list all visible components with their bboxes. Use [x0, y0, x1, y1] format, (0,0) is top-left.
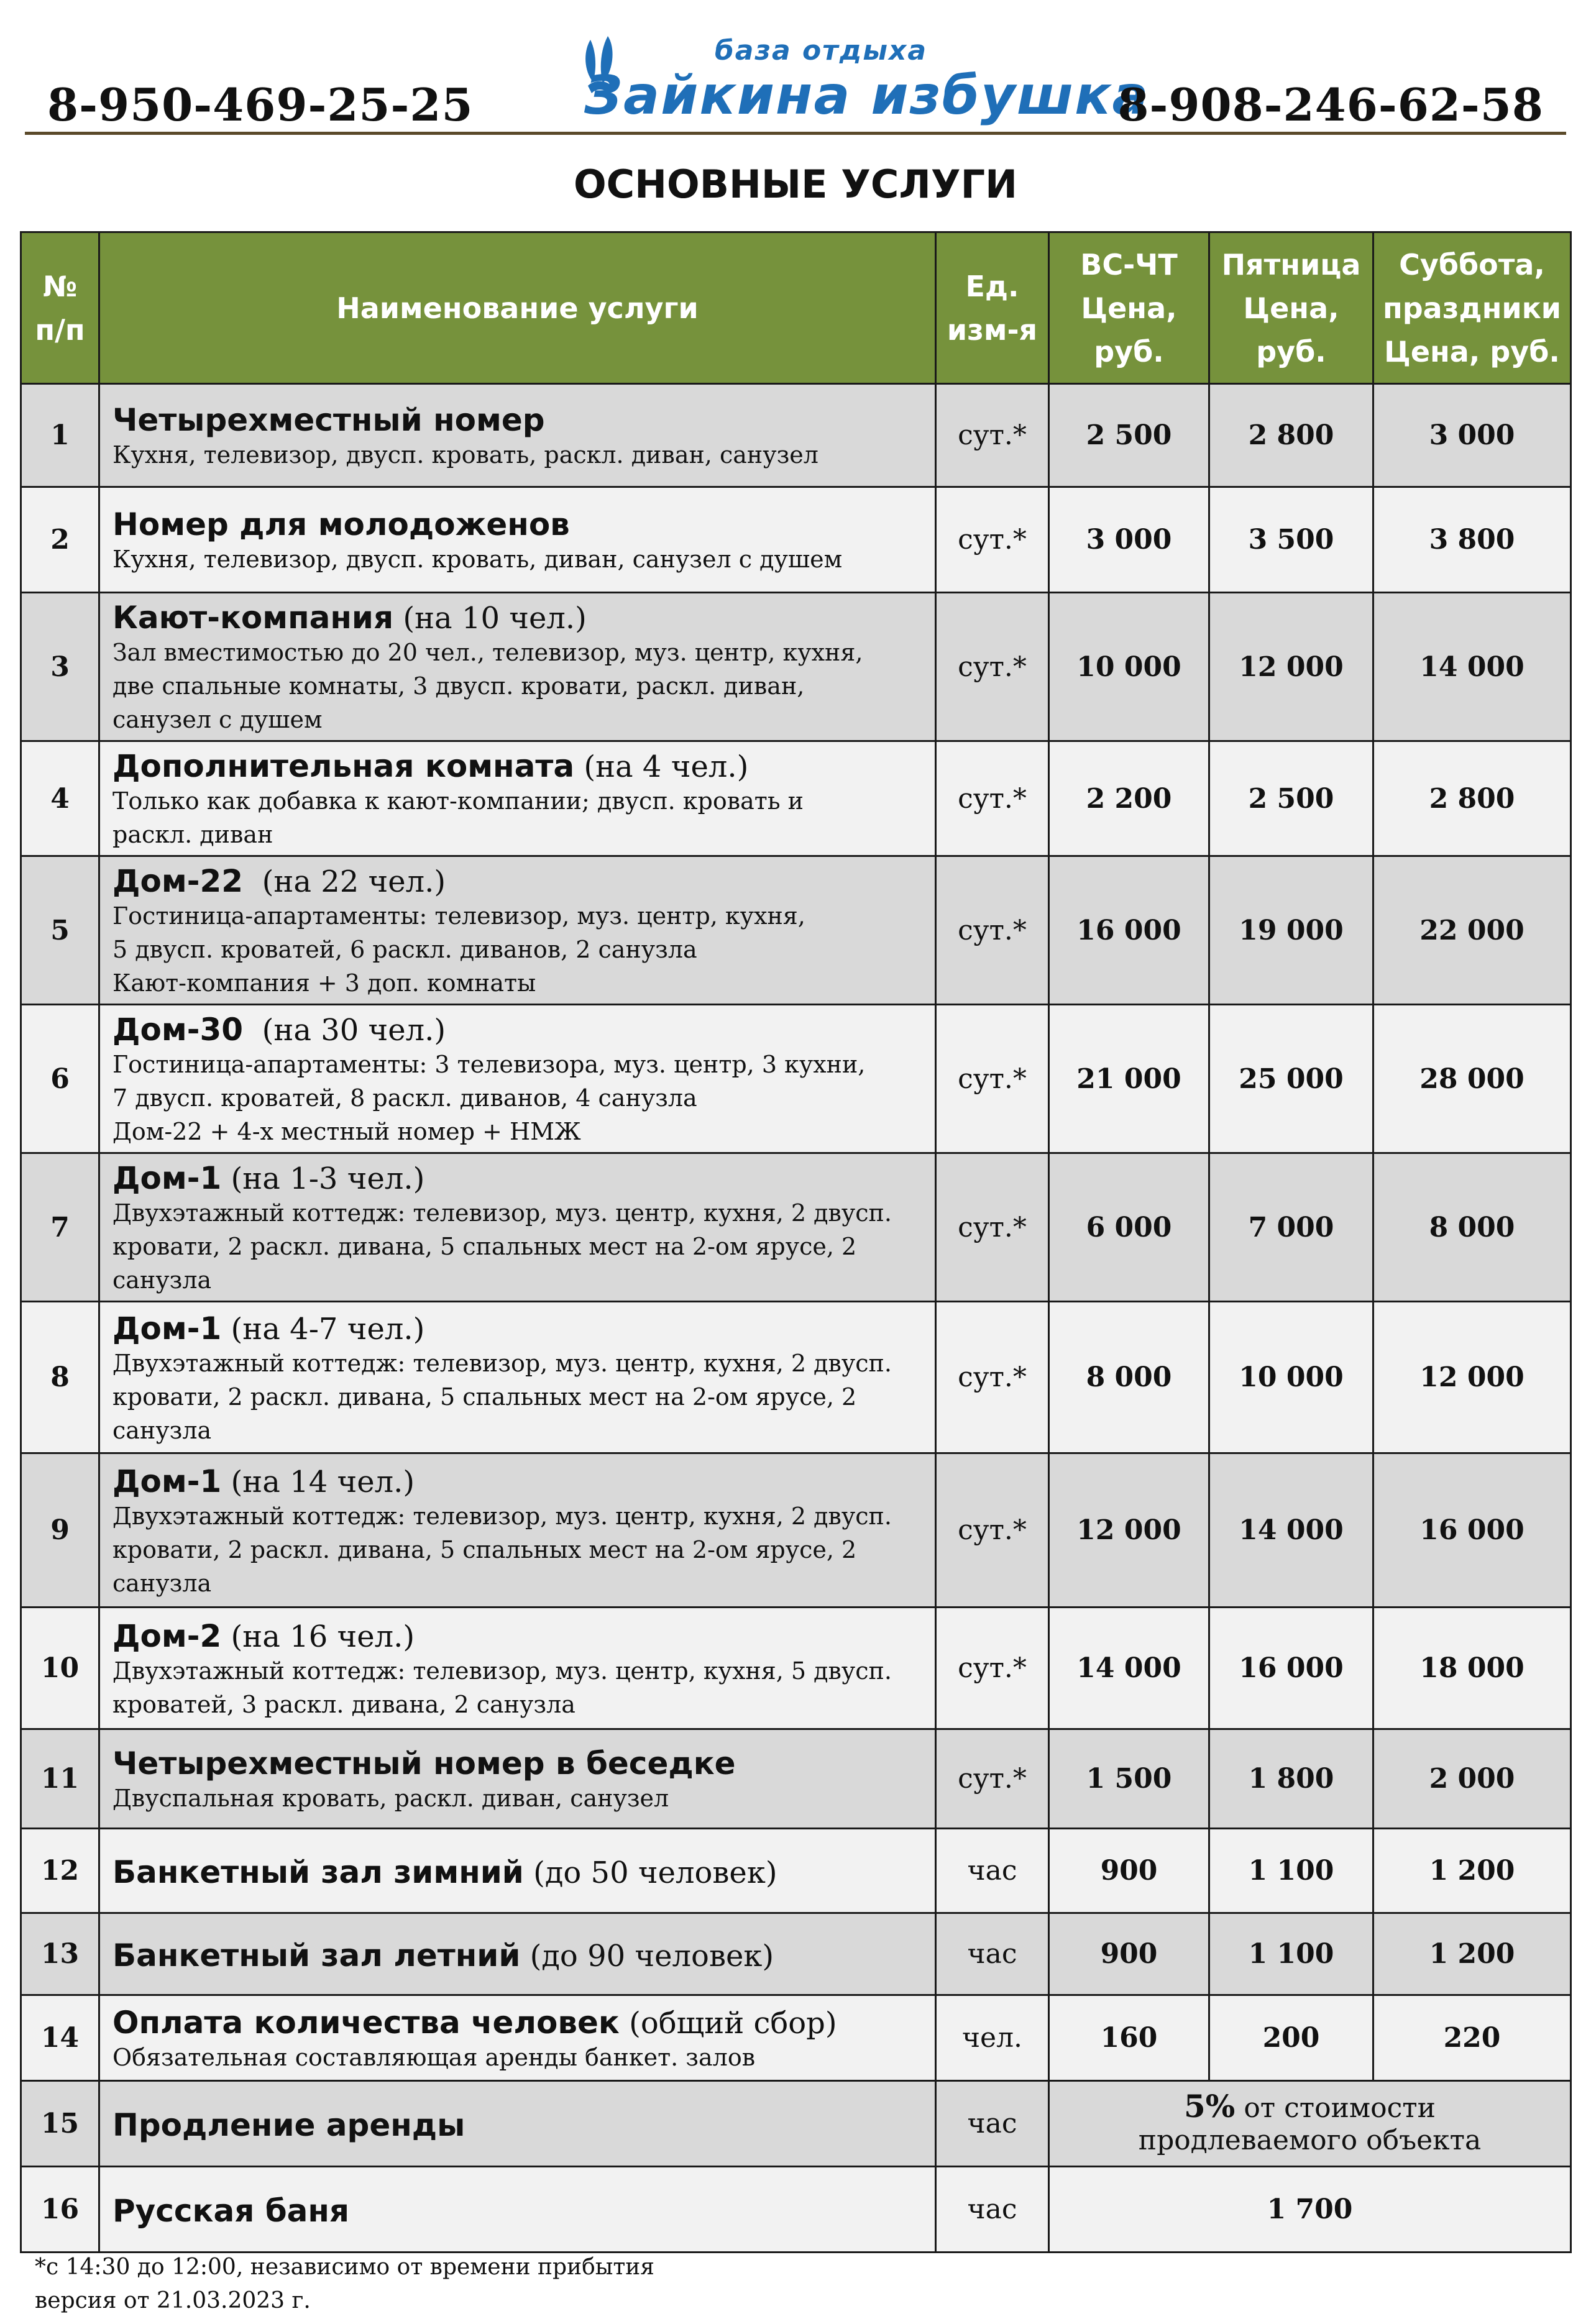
row-number: 14 [21, 1995, 99, 2081]
service-capacity: (на 14 чел.) [221, 1464, 415, 1499]
services-table [20, 231, 1572, 2253]
table-row [21, 1913, 1571, 1995]
price-cell-p2: 19 000 [1209, 856, 1373, 1005]
service-name: Дополнительная комната [112, 748, 575, 784]
unit-cell: час [936, 2167, 1049, 2253]
unit-cell: час [936, 1913, 1049, 1995]
service-capacity: (на 4 чел.) [574, 749, 749, 784]
service-cell [99, 1153, 936, 1302]
service-description-line: 7 двусп. кроватей, 8 раскл. диванов, 4 санузла [112, 1084, 697, 1112]
service-capacity: (на 16 чел.) [221, 1619, 415, 1654]
table-header-row [21, 232, 1571, 384]
row-number: 13 [21, 1913, 99, 1995]
service-name: Дом-1 [112, 1310, 222, 1347]
price-cell-p1: 900 [1049, 1913, 1209, 1995]
table-row [21, 1302, 1571, 1453]
service-name: Оплата количества человек [112, 2004, 620, 2041]
service-capacity: (до 50 человек) [523, 1855, 777, 1890]
service-description-line: две спальные комнаты, 3 двусп. кровати, раскл. диван, [112, 672, 805, 700]
extension-percent: 5% [1184, 2088, 1236, 2125]
service-capacity: (общий сбор) [619, 2005, 837, 2041]
price-cell-p1: 12 000 [1049, 1453, 1209, 1608]
table-row [21, 487, 1571, 593]
unit-cell: сут.* [936, 384, 1049, 487]
service-description-line: Гостиница-апартаменты: 3 телевизора, муз. центр, 3 кухни, [112, 1051, 866, 1078]
service-description-line: Обязательная составляющая аренды банкет. залов [112, 2043, 756, 2071]
price-cell-p3: 28 000 [1373, 1005, 1571, 1153]
service-cell [99, 593, 936, 741]
service-capacity: (на 30 чел.) [243, 1013, 446, 1048]
price-cell-p1: 14 000 [1049, 1608, 1209, 1729]
price-cell-p1: 8 000 [1049, 1302, 1209, 1453]
service-description-line: Кухня, телевизор, двусп. кровать, раскл. диван, санузел [112, 441, 818, 469]
service-description-line: Двухэтажный коттедж: телевизор, муз. центр, кухня, 2 двусп. [112, 1199, 892, 1227]
price-cell-p3: 14 000 [1373, 593, 1571, 741]
row-number: 3 [21, 593, 99, 741]
unit-cell: сут.* [936, 593, 1049, 741]
logo-title: Зайкина избушка [584, 65, 1150, 127]
service-cell [99, 1453, 936, 1608]
service-name: Банкетный зал летний [112, 1937, 521, 1974]
phone-right[interactable]: 8-908-246-62-58 [1117, 78, 1544, 131]
row-number: 1 [21, 384, 99, 487]
unit-cell: сут.* [936, 856, 1049, 1005]
col-header-price-weekday: ВС-ЧТ Цена, руб. [1049, 232, 1209, 384]
unit-cell: сут.* [936, 741, 1049, 856]
price-cell-p1: 2 500 [1049, 384, 1209, 487]
table-row [21, 2081, 1571, 2167]
unit-cell: сут.* [936, 1608, 1049, 1729]
price-cell-p2: 14 000 [1209, 1453, 1373, 1608]
service-cell [99, 487, 936, 593]
service-name: Дом-2 [112, 1617, 222, 1654]
service-name: Русская баня [112, 2192, 350, 2229]
service-description-line: кровати, 2 раскл. дивана, 5 спальных мест на 2-ом ярусе, 2 [112, 1233, 857, 1260]
table-body [21, 384, 1571, 2253]
row-number: 15 [21, 2081, 99, 2167]
price-cell-p2: 1 100 [1209, 1829, 1373, 1913]
table-row [21, 2167, 1571, 2253]
service-description-line: Зал вместимостью до 20 чел., телевизор, муз. центр, кухня, [112, 639, 863, 666]
header-divider [25, 132, 1566, 135]
unit-cell: чел. [936, 1995, 1049, 2081]
service-capacity: (до 90 человек) [520, 1938, 774, 1974]
service-description-line: Кухня, телевизор, двусп. кровать, диван, санузел с душем [112, 545, 843, 573]
table-row [21, 1995, 1571, 2081]
service-capacity: (на 22 чел.) [243, 864, 446, 899]
service-description-line: Двухэтажный коттедж: телевизор, муз. центр, кухня, 2 двусп. [112, 1349, 892, 1377]
service-name: Дом-1 [112, 1160, 222, 1196]
price-cell-p2: 16 000 [1209, 1608, 1373, 1729]
row-number: 6 [21, 1005, 99, 1153]
price-cell-p1: 1 500 [1049, 1729, 1209, 1829]
price-cell-p3: 12 000 [1373, 1302, 1571, 1453]
price-cell-p3: 3 000 [1373, 384, 1571, 487]
service-name: Четырехместный номер [112, 401, 545, 438]
service-description-line: Гостиница-апартаменты: телевизор, муз. центр, кухня, [112, 902, 805, 930]
price-cell-p1: 2 200 [1049, 741, 1209, 856]
table-row [21, 384, 1571, 487]
row-number: 2 [21, 487, 99, 593]
extension-price-cell [1049, 2081, 1571, 2167]
price-cell-p3: 16 000 [1373, 1453, 1571, 1608]
service-cell [99, 1302, 936, 1453]
col-header-num: № п/п [21, 232, 99, 384]
price-cell-p3: 1 200 [1373, 1829, 1571, 1913]
service-cell [99, 2167, 936, 2253]
table-row [21, 1453, 1571, 1608]
table-row [21, 1153, 1571, 1302]
service-name: Дом-22 [112, 863, 244, 899]
col-header-price-saturday: Суббота, праздники Цена, руб. [1373, 232, 1571, 384]
price-cell-p2: 1 800 [1209, 1729, 1373, 1829]
service-name: Четырехместный номер в беседке [112, 1745, 736, 1782]
extension-text-2: продлеваемого объекта [1138, 2125, 1482, 2156]
table-row [21, 1005, 1571, 1153]
service-description-line: 5 двусп. кроватей, 6 раскл. диванов, 2 санузла [112, 936, 697, 963]
logo-subtitle: база отдыха [715, 35, 928, 66]
version-note: версия от 21.03.2023 г. [35, 2288, 311, 2313]
service-description-line: Только как добавка к кают-компании; двусп. кровать и [112, 787, 804, 815]
service-description-line: Двуспальная кровать, раскл. диван, санузел [112, 1784, 669, 1812]
unit-cell: час [936, 1829, 1049, 1913]
service-cell [99, 856, 936, 1005]
col-header-name: Наименование услуги [99, 232, 936, 384]
service-description-line: кровати, 2 раскл. дивана, 5 спальных мест на 2-ом ярусе, 2 [112, 1383, 857, 1411]
service-description-line: санузел с душем [112, 706, 323, 733]
price-cell-p3: 2 800 [1373, 741, 1571, 856]
price-cell-p3: 1 200 [1373, 1913, 1571, 1995]
service-cell [99, 1913, 936, 1995]
row-number: 8 [21, 1302, 99, 1453]
service-cell [99, 2081, 936, 2167]
price-cell-p3: 22 000 [1373, 856, 1571, 1005]
unit-cell: сут.* [936, 1153, 1049, 1302]
phone-left[interactable]: 8-950-469-25-25 [47, 78, 474, 131]
table-row [21, 593, 1571, 741]
service-cell [99, 741, 936, 856]
unit-cell: час [936, 2081, 1049, 2167]
col-header-unit: Ед. изм-я [936, 232, 1049, 384]
service-description-line: санузла [112, 1416, 212, 1444]
unit-cell: сут.* [936, 1005, 1049, 1153]
service-description-line: Двухэтажный коттедж: телевизор, муз. центр, кухня, 5 двусп. [112, 1657, 892, 1685]
price-cell-p1: 6 000 [1049, 1153, 1209, 1302]
service-composition: Кают-компания + 3 доп. комнаты [112, 969, 536, 997]
table-row [21, 1608, 1571, 1729]
extension-text: от стоимости [1235, 2092, 1436, 2124]
price-cell-p2: 10 000 [1209, 1302, 1373, 1453]
service-description-line: санузла [112, 1569, 212, 1597]
table-row [21, 856, 1571, 1005]
price-cell-p2: 3 500 [1209, 487, 1373, 593]
service-name: Продление аренды [112, 2107, 465, 2143]
price-cell-p2: 2 500 [1209, 741, 1373, 856]
service-description-line: санузла [112, 1266, 212, 1294]
service-description-line: раскл. диван [112, 821, 273, 848]
service-name: Кают-компания [112, 600, 394, 636]
service-cell [99, 1005, 936, 1153]
service-cell [99, 1729, 936, 1829]
price-cell-p3: 220 [1373, 1995, 1571, 2081]
table-row [21, 741, 1571, 856]
row-number: 5 [21, 856, 99, 1005]
unit-cell: сут.* [936, 487, 1049, 593]
row-number: 10 [21, 1608, 99, 1729]
service-description-line: кровати, 2 раскл. дивана, 5 спальных мест на 2-ом ярусе, 2 [112, 1535, 857, 1563]
service-cell [99, 384, 936, 487]
price-cell-p1: 160 [1049, 1995, 1209, 2081]
table-row [21, 1729, 1571, 1829]
service-composition: Дом-22 + 4-х местный номер + НМЖ [112, 1118, 581, 1145]
service-name: Банкетный зал зимний [112, 1854, 524, 1890]
row-number: 16 [21, 2167, 99, 2253]
col-header-price-friday: Пятница Цена, руб. [1209, 232, 1373, 384]
service-name: Дом-30 [112, 1012, 244, 1048]
price-cell-p2: 2 800 [1209, 384, 1373, 487]
price-cell-p1: 21 000 [1049, 1005, 1209, 1153]
price-cell-p3: 2 000 [1373, 1729, 1571, 1829]
price-cell-p2: 1 100 [1209, 1913, 1373, 1995]
service-name: Номер для молодоженов [112, 506, 570, 542]
price-cell-p1: 3 000 [1049, 487, 1209, 593]
price-cell-p3: 3 800 [1373, 487, 1571, 593]
price-cell-p1: 900 [1049, 1829, 1209, 1913]
price-cell-p3: 18 000 [1373, 1608, 1571, 1729]
table-row [21, 1829, 1571, 1913]
price-cell-p1: 16 000 [1049, 856, 1209, 1005]
service-cell [99, 1608, 936, 1729]
service-cell [99, 1995, 936, 2081]
unit-cell: сут.* [936, 1302, 1049, 1453]
row-number: 7 [21, 1153, 99, 1302]
price-cell-merged: 1 700 [1049, 2167, 1571, 2253]
price-cell-p2: 7 000 [1209, 1153, 1373, 1302]
service-capacity: (на 1-3 чел.) [221, 1161, 425, 1196]
service-name: Дом-1 [112, 1463, 222, 1499]
price-cell-p3: 8 000 [1373, 1153, 1571, 1302]
row-number: 11 [21, 1729, 99, 1829]
service-description-line: Двухэтажный коттедж: телевизор, муз. центр, кухня, 2 двусп. [112, 1502, 892, 1530]
price-cell-p2: 200 [1209, 1995, 1373, 2081]
row-number: 9 [21, 1453, 99, 1608]
unit-cell: сут.* [936, 1729, 1049, 1829]
price-cell-p2: 25 000 [1209, 1005, 1373, 1153]
service-capacity: (на 4-7 чел.) [221, 1311, 425, 1347]
footnote: *с 14:30 до 12:00, независимо от времени прибытия [35, 2254, 655, 2280]
page-title: ОСНОВНЫЕ УСЛУГИ [573, 162, 1018, 207]
price-cell-p2: 12 000 [1209, 593, 1373, 741]
unit-cell: сут.* [936, 1453, 1049, 1608]
row-number: 12 [21, 1829, 99, 1913]
logo [547, 25, 1150, 130]
page-header [25, 25, 1566, 137]
service-cell [99, 1829, 936, 1913]
row-number: 4 [21, 741, 99, 856]
service-description-line: кроватей, 3 раскл. дивана, 2 санузла [112, 1690, 575, 1718]
price-cell-p1: 10 000 [1049, 593, 1209, 741]
service-capacity: (на 10 чел.) [393, 601, 587, 636]
